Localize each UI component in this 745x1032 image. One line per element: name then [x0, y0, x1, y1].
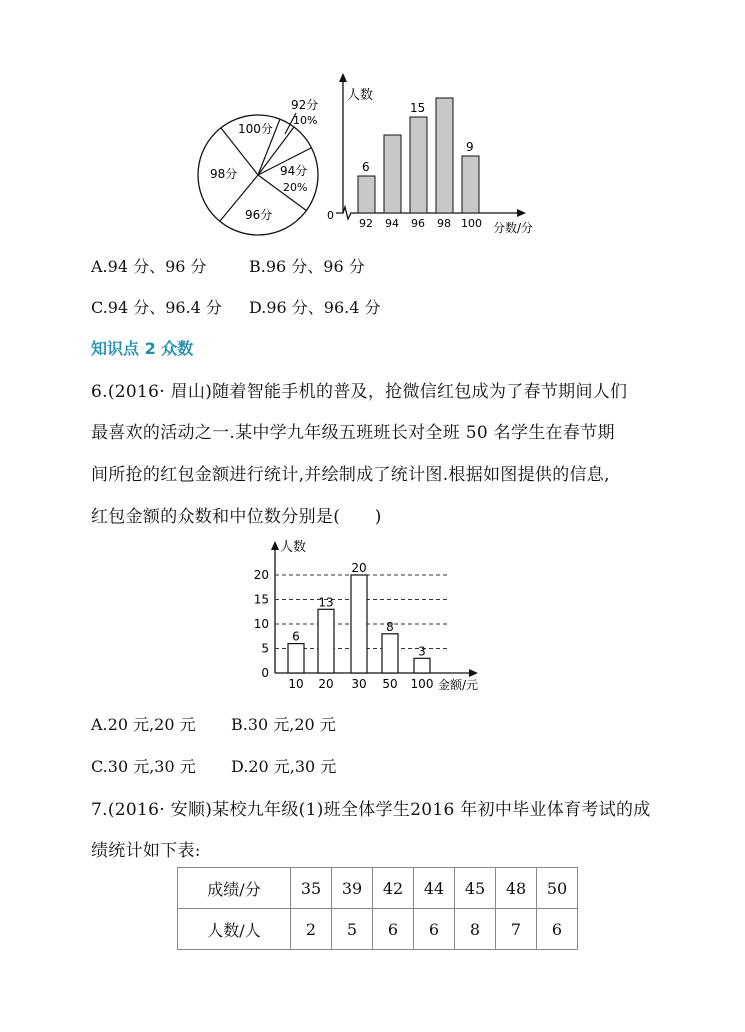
x-tick-label: 20: [318, 677, 334, 691]
x-tick-label: 100: [410, 677, 434, 691]
table-cell: 50: [537, 868, 578, 909]
table-cell: 39: [332, 868, 373, 909]
bars: [358, 98, 479, 213]
q6-line-4: 红包金额的众数和中位数分别是( ): [91, 507, 382, 527]
bar-20: [318, 609, 334, 673]
bar-value-100: 9: [466, 140, 474, 154]
x-axis-label: 金额/元: [438, 678, 479, 692]
pie-label-100: 100分: [238, 122, 273, 136]
q6-line-3: 间所抢的红包金额进行统计,并绘制成了统计图.根据如图提供的信息,: [91, 465, 610, 485]
table-cell: 42: [373, 868, 414, 909]
table-cell: 35: [291, 868, 332, 909]
table-cell: 5: [332, 909, 373, 950]
q6-option-c[interactable]: C.30 元,30 元: [91, 757, 196, 776]
y-axis-arrow: [271, 541, 279, 550]
bar-y-label: 人数: [347, 88, 374, 103]
y-tick-label: 15: [253, 592, 269, 607]
q6-line-2: 最喜欢的活动之一.某中学九年级五班班长对全班 50 名学生在春节期: [91, 423, 615, 443]
data-label: 13: [318, 595, 334, 610]
pie-pct-92: 10%: [293, 114, 318, 127]
bar-92: [358, 176, 375, 213]
red-packet-bar-chart: [250, 535, 500, 695]
bar-tick-92: 92: [359, 217, 373, 230]
bar-tick-98: 98: [437, 217, 451, 230]
q7-line-2: 绩统计如下表:: [91, 841, 201, 861]
table-header-count: 人数/人: [178, 909, 291, 950]
bar-100: [414, 658, 430, 673]
bar-30: [351, 575, 367, 673]
data-label: 20: [351, 561, 367, 575]
pie-chart: [198, 97, 318, 235]
table-cell: 44: [414, 868, 455, 909]
data-label: 3: [418, 644, 426, 659]
section-title: 知识点 2 众数: [91, 339, 194, 358]
bar-96: [410, 117, 427, 213]
bar-tick-96: 96: [411, 217, 425, 230]
data-label: 8: [386, 619, 394, 634]
x-tick-label: 10: [288, 677, 304, 691]
q6-option-a[interactable]: A.20 元,20 元: [91, 715, 196, 734]
q7-line-1: 7.(2016· 安顺)某校九年级(1)班全体学生2016 年初中毕业体育考试的成: [91, 800, 651, 820]
table-cell: 6: [414, 909, 455, 950]
pie-label-92: 92分: [291, 98, 319, 112]
q5-option-b[interactable]: B.96 分、96 分: [249, 257, 365, 276]
q6-line-1: 6.(2016· 眉山)随着智能手机的普及，抢微信红包成为了春节期间人们: [91, 382, 628, 402]
table-cell: 2: [291, 909, 332, 950]
bar-origin: 0: [327, 209, 334, 222]
table-cell: 6: [537, 909, 578, 950]
y-axis-label: 人数: [280, 540, 307, 555]
q6-option-b[interactable]: B.30 元,20 元: [231, 715, 336, 734]
bar-tick-100: 100: [461, 217, 482, 230]
table-row: [178, 909, 578, 950]
bar-value-92: 6: [362, 160, 370, 174]
data-label: 6: [292, 629, 300, 644]
y-tick-label: 0: [261, 666, 269, 680]
bar-98: [436, 98, 453, 213]
x-tick-label: 50: [382, 677, 398, 691]
pie-label-94: 94分: [280, 164, 308, 178]
pie-label-98: 98分: [210, 167, 238, 181]
q5-option-a[interactable]: A.94 分、96 分: [91, 257, 207, 276]
q6-option-d[interactable]: D.20 元,30 元: [231, 757, 337, 776]
x-tick-label: 30: [351, 677, 367, 691]
x-axis-arrow: [469, 669, 478, 677]
score-table: [177, 867, 578, 950]
bar-x-label: 分数/分: [493, 221, 534, 235]
bar-94: [384, 135, 401, 213]
table-cell: 8: [455, 909, 496, 950]
table-cell: 48: [496, 868, 537, 909]
bar-50: [382, 634, 398, 673]
q5-option-d[interactable]: D.96 分、96.4 分: [249, 298, 381, 317]
bar-value-96: 15: [410, 101, 426, 115]
y-tick-label: 20: [253, 568, 269, 582]
table-cell: 6: [373, 909, 414, 950]
bar-10: [288, 644, 304, 673]
pie-pct-94: 20%: [283, 181, 308, 194]
table-header-score: 成绩/分: [178, 868, 291, 909]
y-tick-label: 5: [261, 641, 269, 656]
table-row: [178, 868, 578, 909]
score-bar-chart: [327, 73, 533, 235]
table-cell: 7: [496, 909, 537, 950]
figure-1: [190, 70, 560, 240]
bar-tick-94: 94: [385, 217, 399, 230]
table-cell: 45: [455, 868, 496, 909]
y-tick-label: 10: [253, 617, 269, 631]
bar-100: [462, 156, 479, 213]
q5-option-c[interactable]: C.94 分、96.4 分: [91, 298, 222, 317]
pie-label-96: 96分: [245, 208, 273, 222]
